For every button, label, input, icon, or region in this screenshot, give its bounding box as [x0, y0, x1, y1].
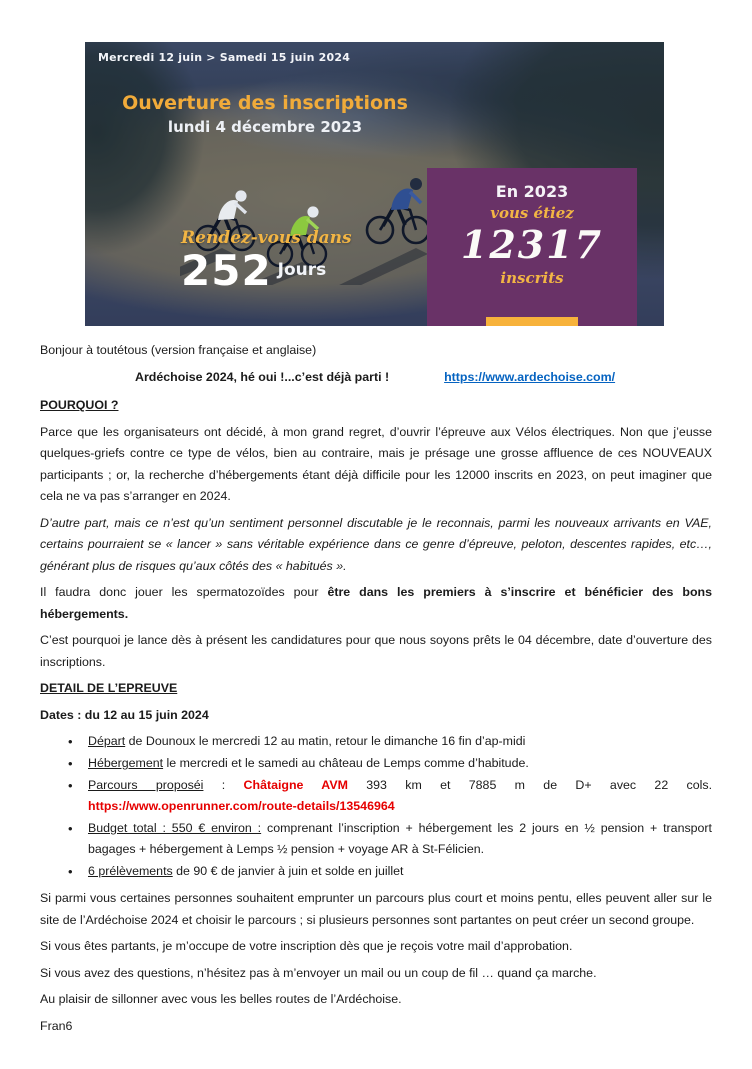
- dates-line: Dates : du 12 au 15 juin 2024: [40, 707, 209, 722]
- paragraph-spermatozoides: [40, 582, 712, 625]
- banner-date-range: Mercredi 12 juin > Samedi 15 juin 2024: [98, 51, 351, 64]
- hebergement-label: Hébergement: [88, 756, 164, 770]
- greeting: Bonjour à toutétous (version française et anglaise): [40, 343, 317, 357]
- prelevements-text: de 90 € de janvier à juin et solde en juillet: [172, 864, 404, 878]
- paragraph-parcours-court: Si parmi vous certaines personnes souhaitent emprunter un parcours plus court et moins pentu, elles peuvent aller sur le site de l’Ardéchoise 2024 et choisir le parcours ; si plusieurs personnes sont partantes on peut créer un second groupe.: [40, 891, 712, 927]
- ardechoise-link[interactable]: https://www.ardechoise.com/: [444, 369, 616, 384]
- prelevements-label: 6 prélèvements: [88, 864, 173, 878]
- parcours-line: [88, 775, 712, 796]
- signature: Fran6: [40, 1018, 73, 1033]
- parcours-text: 393 km et 7885 m de D+ avec 22 cols.: [347, 778, 713, 792]
- paragraph-inscription: Si vous êtes partants, je m’occupe de votre inscription dès que je reçois votre mail d’approbation.: [40, 939, 573, 953]
- banner-image: [85, 42, 664, 326]
- list-item-prelevements: [88, 861, 712, 882]
- banner-title-block: [100, 92, 430, 136]
- depart-label: Départ: [88, 734, 126, 748]
- paragraph-velos-electriques: Parce que les organisateurs ont décidé, à mon grand regret, d’ouvrir l’épreuve aux Vélos électriques. Non que j’eusse quelques-griefs contre ce type de vélos, bien au contraire, mais je présage une grosse affluence de ces NOUVEAUX participants ; or, la recherche d’hébergements étant déjà difficile pour les 12000 inscrits en 2023, on peut imaginer que cela ne va pas s’arranger en 2024.: [40, 424, 712, 503]
- budget-label: Budget total : 550 € environ :: [88, 821, 262, 835]
- paragraph-candidatures: C’est pourquoi je lance dès à présent les candidatures pour que nous soyons prêts le 04 décembre, date d’ouverture des inscriptions.: [40, 633, 712, 669]
- paragraph-plaisir: Au plaisir de sillonner avec vous les belles routes de l’Ardéchoise.: [40, 992, 402, 1006]
- headline: [40, 367, 712, 389]
- stats-button[interactable]: [486, 317, 578, 326]
- paragraph-questions: Si vous avez des questions, n’hésitez pas à m’envoyer un mail ou un coup de fil … quand ça marche.: [40, 965, 597, 980]
- parcours-label: Parcours proposéi: [88, 778, 204, 792]
- headline-text: Ardéchoise 2024, hé oui !...c’est déjà parti !: [135, 369, 390, 384]
- depart-text: de Dounoux le mercredi 12 au matin, retour le dimanche 16 fin d’ap-midi: [125, 734, 526, 748]
- section-title-detail: DETAIL DE L’EPREUVE: [40, 681, 178, 695]
- cyclist-blue: [367, 178, 429, 243]
- section-title-pourquoi: POURQUOI ?: [40, 398, 119, 412]
- paragraph-spermatozoides-bold: être dans les premiers à s’inscrire et bénéficier des bons hébergements.: [40, 585, 712, 621]
- paragraph-vae-risques: D’autre part, mais ce n’est qu’un sentiment personnel discutable je le reconnais, parmi les nouveaux arrivants en VAE, certains pourraient se « lancer » sans véritable expérience dans ce genre d’épreuve, peloton, descentes rapides, etc…, générant plus de risques qu’aux côtés des « habitués ».: [40, 515, 712, 573]
- list-item-parcours: [88, 775, 712, 817]
- countdown-number: 252: [181, 246, 272, 295]
- stats-caption-bottom: inscrits: [500, 268, 564, 287]
- list-item-depart: [88, 731, 712, 752]
- stats-card: [427, 168, 637, 326]
- stats-year: En 2023: [495, 182, 569, 201]
- openrunner-link[interactable]: https://www.openrunner.com/route-details/13546964: [88, 799, 395, 813]
- stats-caption-top: vous étiez: [490, 204, 574, 222]
- list-item-budget: [88, 818, 712, 860]
- parcours-separator: :: [203, 778, 244, 792]
- countdown-unit: Jours: [277, 260, 327, 280]
- banner-subtitle: lundi 4 décembre 2023: [167, 118, 363, 136]
- stats-number: 12317: [460, 222, 604, 267]
- hebergement-text: le mercredi et le samedi au château de Lemps comme d’habitude.: [163, 756, 529, 770]
- parcours-route-name: Châtaigne AVM: [243, 778, 348, 792]
- banner-title: Ouverture des inscriptions: [122, 92, 408, 114]
- budget-text: comprenant l’inscription + hébergement les 2 jours en ½ pension + transport bagages + hébergement à Lemps ½ pension + voyage AR à St-Félicien.: [88, 821, 713, 856]
- document-body: [0, 326, 752, 1042]
- list-item-hebergement: [88, 753, 712, 774]
- countdown-label: Rendez-vous dans: [181, 228, 352, 248]
- detail-list: [40, 731, 712, 882]
- paragraph-spermatozoides-normal: Il faudra donc jouer les spermatozoïdes pour: [40, 585, 328, 599]
- countdown: [181, 228, 352, 295]
